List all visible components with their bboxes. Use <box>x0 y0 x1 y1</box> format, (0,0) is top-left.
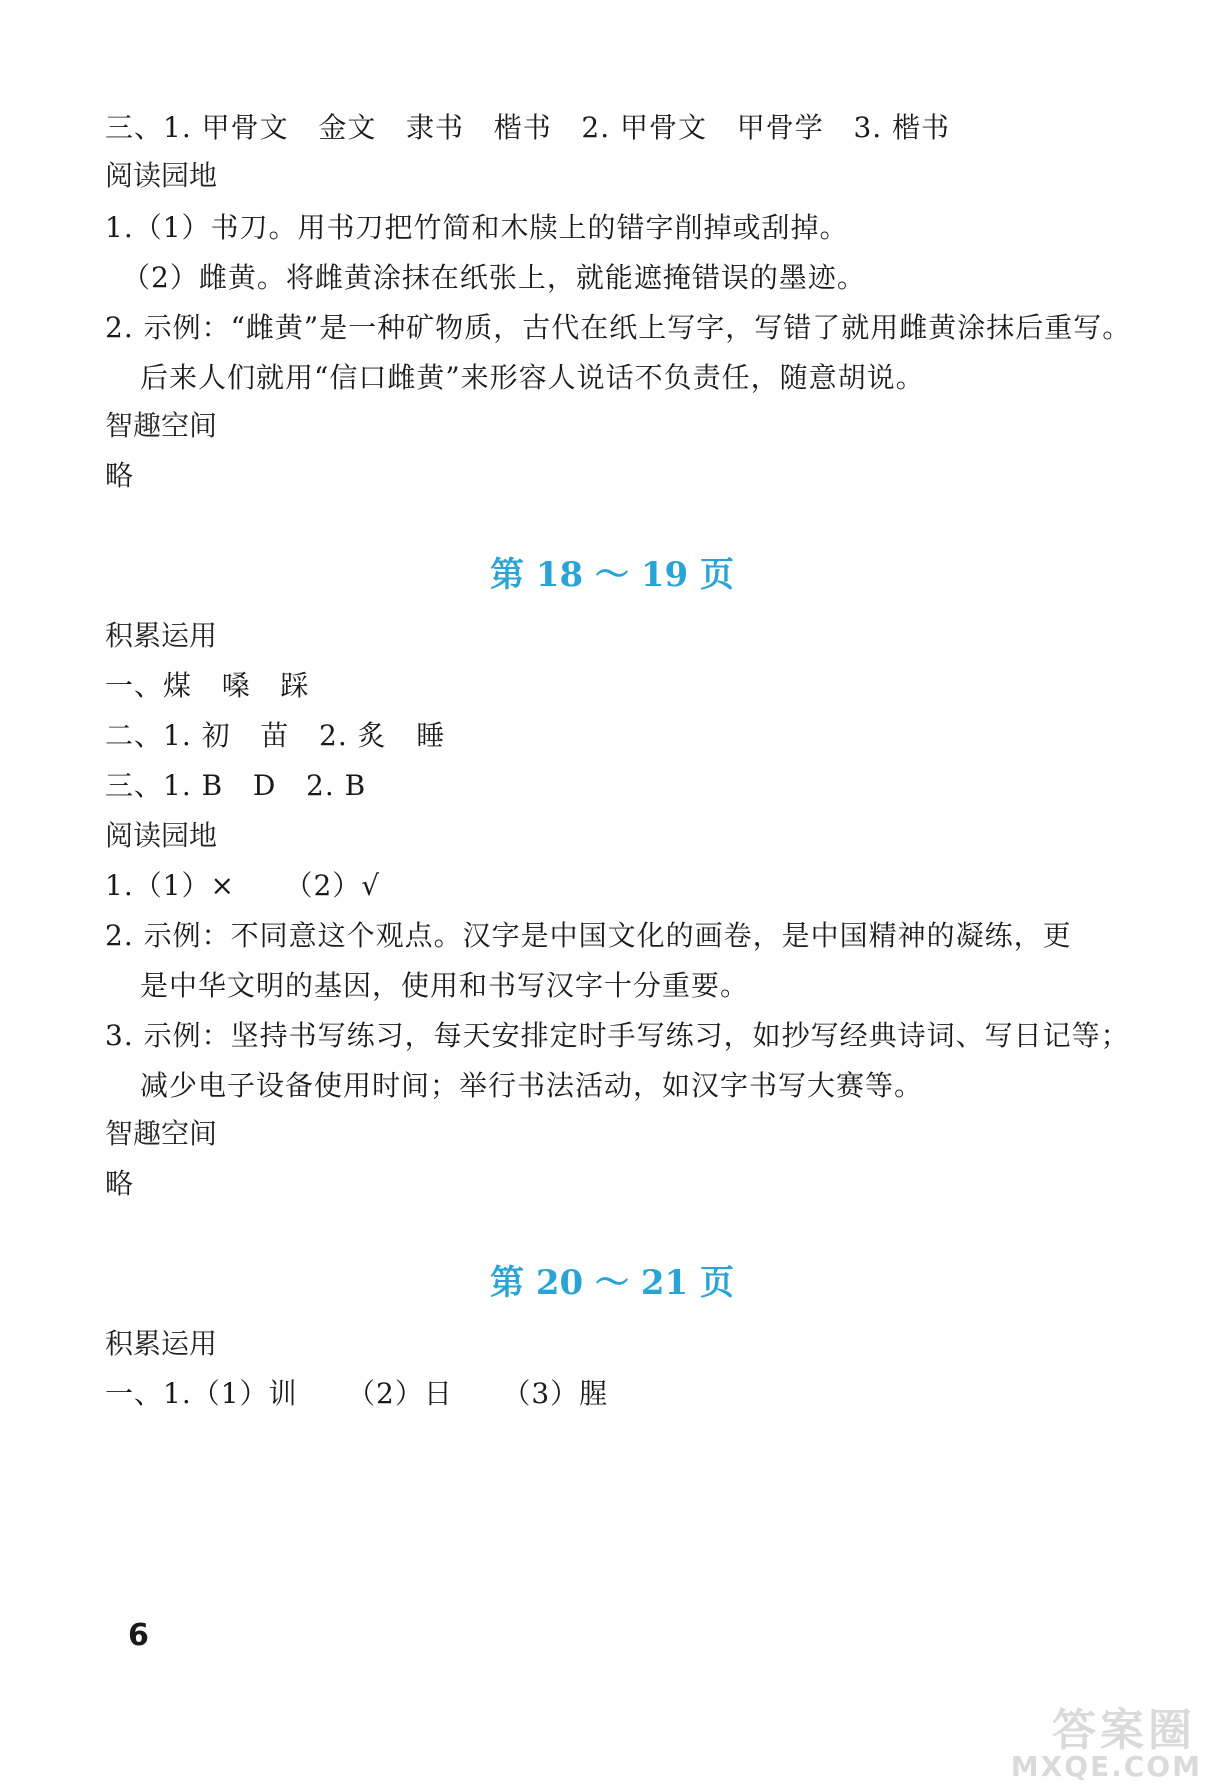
watermark-logo <box>966 1688 1216 1788</box>
page-range-title: 第 18 ～ 19 页 <box>490 555 734 595</box>
accum-answer-2: 二、1. 初 苗 2. 炙 睡 <box>105 719 446 752</box>
space-answer: 略 <box>105 459 135 492</box>
reading-answer-1-1: 1.（1）书刀。用书刀把竹简和木牍上的错字削掉或刮掉。 <box>105 211 849 244</box>
reading-answer-1-2: （2）雌黄。将雌黄涂抹在纸张上，就能遮掩错误的墨迹。 <box>122 261 866 294</box>
watermark-url: MXQE.COM <box>1010 1750 1202 1783</box>
section-heading-accum: 积累运用 <box>105 1327 218 1360</box>
reading-answer-1: 1.（1）× （2）√ <box>105 869 381 902</box>
page-range-title: 第 20 ～ 21 页 <box>490 1263 734 1303</box>
reading-answer-2-a: 2. 示例：不同意这个观点。汉字是中国文化的画卷，是中国精神的凝练，更 <box>105 919 1072 952</box>
accum-answer-1: 一、1.（1）训 （2）日 （3）腥 <box>105 1377 609 1410</box>
section-heading-accum: 积累运用 <box>105 619 218 652</box>
accum-answer-3: 三、1. B D 2. B <box>105 769 367 802</box>
watermark-text: 答案圈 <box>1052 1705 1196 1756</box>
section-heading-space: 智趣空间 <box>105 409 218 442</box>
reading-answer-2-b: 是中华文明的基因，使用和书写汉字十分重要。 <box>140 969 750 1002</box>
reading-answer-2-a: 2. 示例：“雌黄”是一种矿物质，古代在纸上写字，写错了就用雌黄涂抹后重写。 <box>105 311 1132 344</box>
reading-answer-3-a: 3. 示例：坚持书写练习，每天安排定时手写练习，如抄写经典诗词、写日记等； <box>105 1019 1130 1052</box>
page-number: 6 <box>128 1618 149 1653</box>
section-heading-space: 智趣空间 <box>105 1117 218 1150</box>
accum-answer-1: 一、煤 嗓 踩 <box>105 669 310 702</box>
reading-answer-2-b: 后来人们就用“信口雌黄”来形容人说话不负责任，随意胡说。 <box>140 361 925 394</box>
section-heading-reading: 阅读园地 <box>105 159 218 192</box>
reading-answer-3-b: 减少电子设备使用时间；举行书法活动，如汉字书写大赛等。 <box>140 1069 924 1102</box>
section-heading-reading: 阅读园地 <box>105 819 218 852</box>
answer-line-san: 三、1. 甲骨文 金文 隶书 楷书 2. 甲骨文 甲骨学 3. 楷书 <box>105 111 951 144</box>
space-answer: 略 <box>105 1167 135 1200</box>
